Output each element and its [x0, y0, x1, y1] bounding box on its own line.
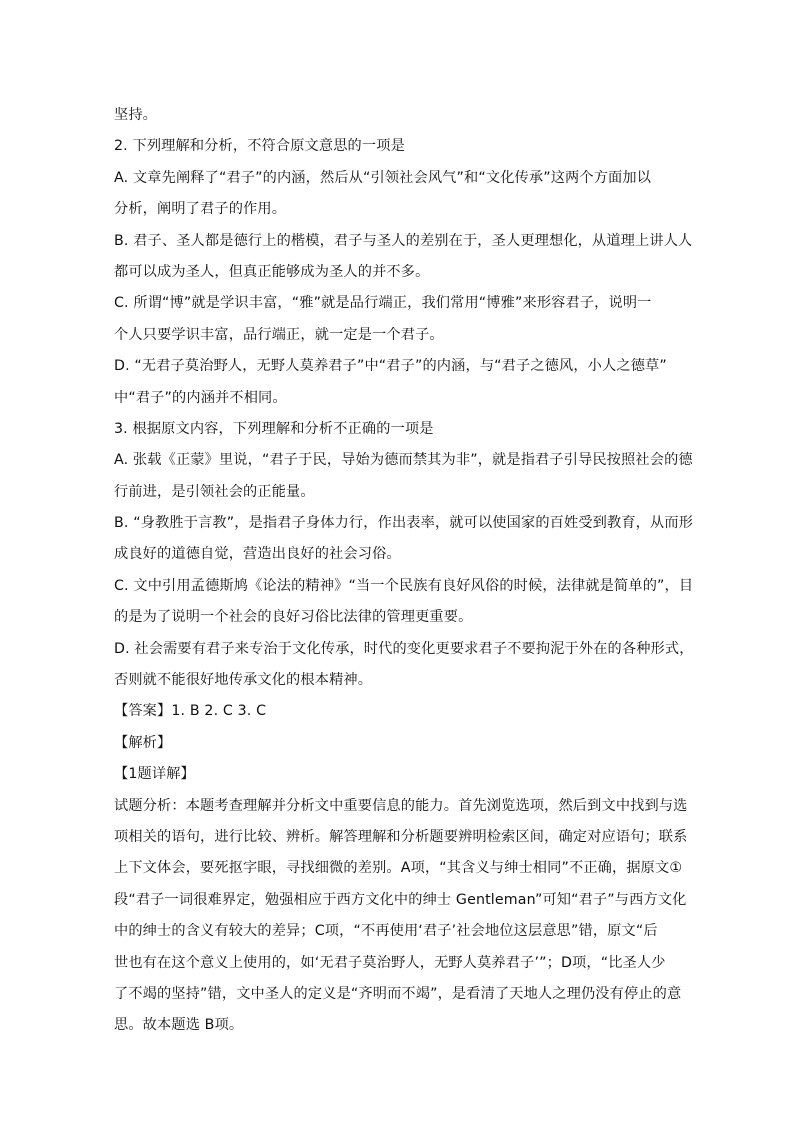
- text-line: 中“君子”的内涵并不相同。: [114, 389, 287, 406]
- text-line: 项相关的语句，进行比较、辨析。解答理解和分析题要辨明检索区间，确定对应语句；联系: [114, 828, 688, 845]
- text-line: D. 社会需要有君子来专治于文化传承，时代的变化更要求君子不要拘泥于外在的各种形式，: [114, 640, 694, 657]
- text-line: 世也有在这个意义上使用的，如‘无君子莫治野人，无野人莫养君子’”；D项，“比圣人少: [114, 954, 666, 971]
- text-line: B. 君子、圣人都是德行上的楷模，君子与圣人的差别在于，圣人更理想化，从道理上讲人人: [114, 232, 693, 249]
- text-line: 试题分析：本题考查理解并分析文中重要信息的能力。首先浏览选项，然后到文中找到与选: [114, 797, 688, 814]
- text-line: 分析，阐明了君子的作用。: [114, 201, 287, 218]
- text-line: 否则就不能很好地传承文化的根本精神。: [114, 672, 373, 689]
- text-line: 个人只要学识丰富，品行端正，就一定是一个君子。: [114, 326, 444, 343]
- text-line: 中的绅士的含义有较大的差异；C项，“不再使用‘君子’社会地位这层意思”错，原文“后: [114, 923, 658, 940]
- document-body: [114, 100, 694, 1042]
- text-line: 坚持。: [114, 107, 158, 123]
- text-line: 行前进，是引领社会的正能量。: [114, 483, 315, 500]
- text-line: C. 所谓“博”就是学识丰富，“雅”就是品行端正，我们常用“博雅”来形容君子，说明一: [114, 295, 652, 312]
- text-line: 上下文体会，要死抠字眼，寻找细微的差别。A项，“其含义与绅士相同”不正确，据原文①: [114, 860, 683, 877]
- text-line: D. “无君子莫治野人，无野人莫养君子”中“君子”的内涵，与“君子之德风，小人之德草”: [114, 358, 667, 375]
- text-line: B. “身教胜于言教”，是指君子身体力行，作出表率，就可以使国家的百姓受到教育，从而形: [114, 515, 694, 532]
- analysis-heading: 【解析】: [114, 734, 172, 751]
- text-line: A. 文章先阐释了“君子”的内涵，然后从“引领社会风气”和“文化传承”这两个方面加以: [114, 169, 652, 186]
- text-line: 段“君子一词很难界定，勉强相应于西方文化中的绅士 Gentleman”可知“君子”与西方文化: [114, 891, 687, 908]
- answer-line: 【答案】1. B 2. C 3. C: [114, 703, 267, 720]
- text-line: 思。故本题选 B项。: [114, 1017, 244, 1034]
- text-line: A. 张载《正蒙》里说，“君子于民，导始为德而禁其为非”，就是指君子引导民按照社会的德: [114, 452, 693, 469]
- text-line: 都可以成为圣人，但真正能够成为圣人的并不多。: [114, 263, 430, 280]
- question-2-stem: 2. 下列理解和分析，不符合原文意思的一项是: [114, 138, 405, 155]
- text-line: C. 文中引用孟德斯鸠《论法的精神》“当一个民族有良好风俗的时候，法律就是简单的”，目: [114, 577, 694, 594]
- text-line: 的是为了说明一个社会的良好习俗比法律的管理更重要。: [114, 609, 473, 626]
- text-line: 了不竭的坚持”错，文中圣人的定义是“齐明而不竭”，是看清了天地人之理仍没有停止的意: [114, 985, 682, 1002]
- question-3-stem: 3. 根据原文内容，下列理解和分析不正确的一项是: [114, 420, 434, 437]
- question-1-detail-heading: 【1题详解】: [114, 766, 195, 783]
- text-line: 成良好的道德自觉，营造出良好的社会习俗。: [114, 546, 401, 563]
